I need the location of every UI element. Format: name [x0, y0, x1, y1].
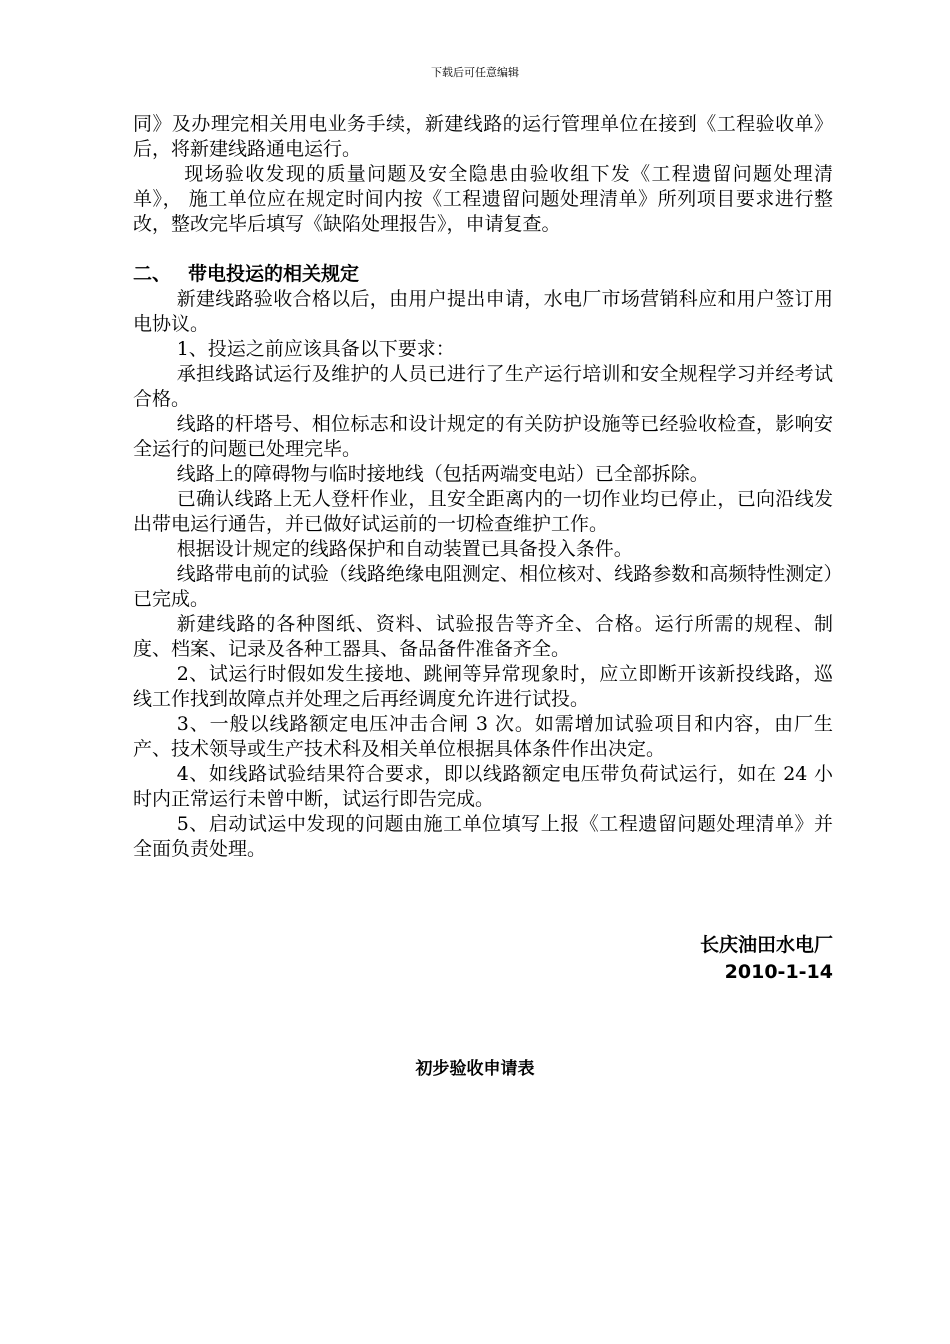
paragraph: 线路带电前的试验（线路绝缘电阻测定、相位核对、线路参数和高频特性测定）已完成。 [133, 563, 833, 610]
signature-organization: 长庆油田水电厂 [699, 934, 833, 956]
paragraph: 线路上的障碍物与临时接地线（包括两端变电站）已全部拆除。 [176, 463, 709, 485]
paragraph: 根据设计规定的线路保护和自动装置已具备投入条件。 [176, 538, 633, 560]
paragraph-spacer [133, 237, 833, 262]
paragraph: 新建线路的各种图纸、资料、试验报告等齐全、合格。运行所需的规程、制度、档案、记录及各种工器具、备品备件准备齐全。 [133, 613, 833, 660]
paragraph: 承担线路试运行及维护的人员已进行了生产运行培训和安全规程学习并经考试合格。 [133, 363, 833, 410]
page-header-note: 下载后可任意编辑 [431, 66, 519, 79]
signature-date: 2010-1-14 [724, 961, 833, 983]
paragraph: 线路的杆塔号、相位标志和设计规定的有关防护设施等已经验收检查，影响安全运行的问题已处理完毕。 [133, 413, 833, 460]
paragraph: 2、试运行时假如发生接地、跳闸等异常现象时，应立即断开该新投线路，巡线工作找到故障点并处理之后再经调度允许进行试投。 [133, 663, 833, 710]
paragraph-continuation: 同》及办理完相关用电业务手续，新建线路的运行管理单位在接到《工程验收单》后，将新建线路通电运行。 [133, 113, 833, 160]
document-body [133, 112, 833, 862]
section-number: 二、 [133, 263, 172, 285]
paragraph: 3、一般以线路额定电压冲击合闸 3 次。如需增加试验项目和内容，由厂生产、技术领导或生产技术科及相关单位根据具体条件作出决定。 [133, 713, 833, 760]
section-title: 带电投运的相关规定 [188, 263, 360, 285]
form-title: 初步验收申请表 [415, 1059, 535, 1079]
section-heading [133, 262, 833, 287]
paragraph: 4、如线路试验结果符合要求，即以线路额定电压带负荷试运行，如在 24 小时内正常运行未曾中断，试运行即告完成。 [133, 763, 833, 810]
paragraph: 已确认线路上无人登杆作业，且安全距离内的一切作业均已停止，已向沿线发出带电运行通告，并已做好试运前的一切检查维护工作。 [133, 488, 833, 535]
paragraph-quality-issues: 现场验收发现的质量问题及安全隐患由验收组下发《工程遗留问题处理清单》， 施工单位应在规定时间内按《工程遗留问题处理清单》所列项目要求进行整改，整改完毕后填写《缺陷处理报告》，申请复查。 [133, 163, 833, 235]
paragraph: 新建线路验收合格以后，由用户提出申请，水电厂市场营销科应和用户签订用电协议。 [133, 288, 833, 335]
signature-block [700, 932, 833, 986]
paragraph: 1、投运之前应该具备以下要求： [176, 338, 455, 360]
paragraph: 5、启动试运中发现的问题由施工单位填写上报《工程遗留问题处理清单》并全面负责处理。 [133, 813, 833, 860]
